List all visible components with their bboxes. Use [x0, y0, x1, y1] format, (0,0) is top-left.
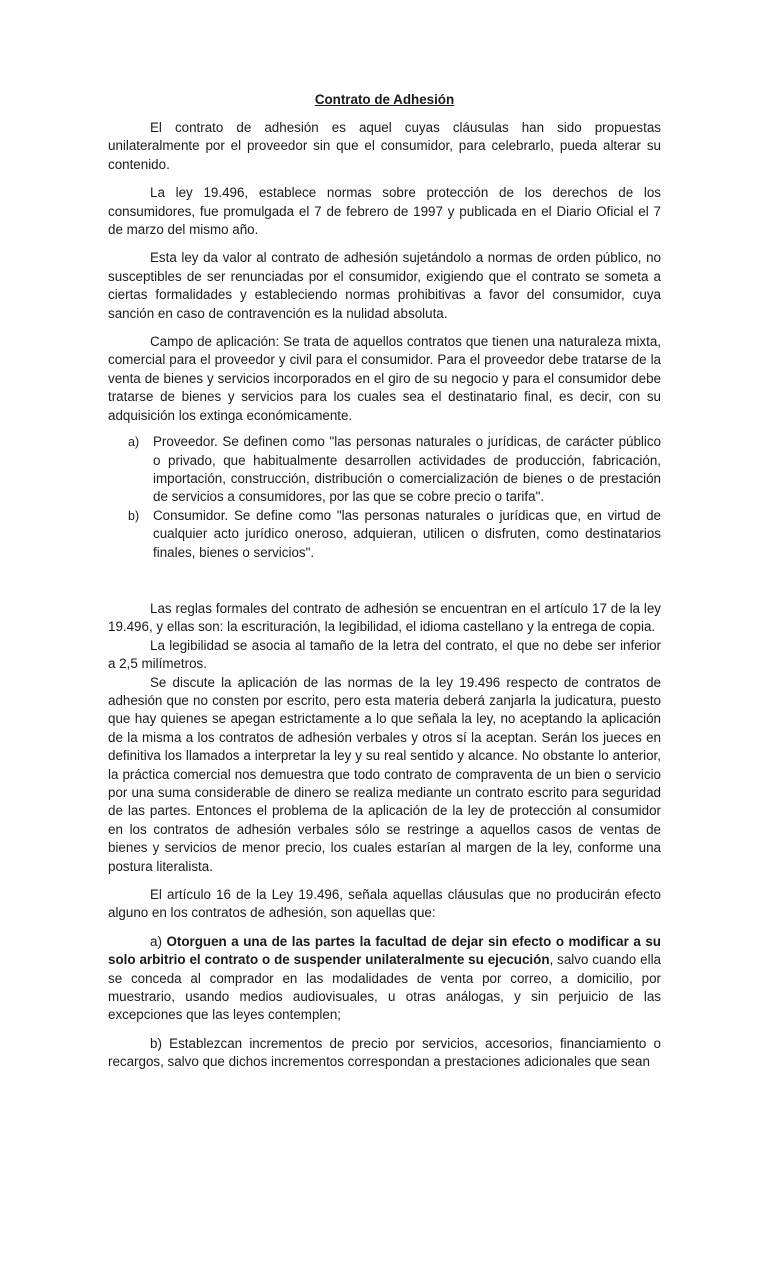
document-title: Contrato de Adhesión	[314, 92, 455, 107]
paragraph-legibility: La legibilidad se asocia al tamaño de la letra del contrato, el que no debe ser inferior a 2,5 milímetros.	[108, 637, 661, 672]
list-item-text: Consumidor. Se define como "las personas naturales o jurídicas que, en virtud de cualquier acto jurídico oneroso, adquieran, utilicen o disfruten, como destinatarios finales, bienes o servicios".	[153, 507, 661, 560]
paragraph-verbal-contracts: Se discute la aplicación de las normas de la ley 19.496 respecto de contratos de adhesión que no consten por escrito, pero esta materia deberá zanjarla la judicatura, puesto que hay quienes se apegan estrictamente a lo que señala la ley, no aceptando la aplicación de la misma a los contratos de adhesión verbales y otros sí la aceptan. Serán los jueces en definitiva los llamados a interpretar la ley y su real sentido y alcance. No obstante lo anterior, la práctica comercial nos demuestra que todo contrato de compraventa de un bien o servicio por una suma considerable de dinero se realiza mediante un contrato escrito para seguridad de las partes. Entonces el problema de la aplicación de la ley de protección al consumidor en los contratos de adhesión verbales sólo se restringe a aquellos casos de ventas de bienes y servicios de menor precio, los cuales estarían al margen de la ley, conforme una postura literalista.	[108, 674, 661, 874]
clause-a-rest: , salvo cuando ella se conceda al comprador en las modalidades de venta por correo, a domicilio, por muestrario, usando medios audiovisuales, u otras análogas, y sin perjuicio de las excepciones que las leyes contemplen;	[108, 952, 661, 1023]
clause-b: b) Establezcan incrementos de precio por servicios, accesorios, financiamiento o recargos, salvo que dichos incrementos correspondan a prestaciones adicionales que sean	[108, 1035, 661, 1070]
clause-a	[108, 933, 661, 1025]
paragraph-public-order: Esta ley da valor al contrato de adhesión sujetándolo a normas de orden público, no susceptibles de ser renunciadas por el consumidor, exigiendo que el contrato se someta a ciertas formalidades y estableciendo normas prohibitivas a favor del consumidor, cuya sanción en caso de contravención es la nulidad absoluta.	[108, 250, 661, 321]
paragraph-scope: Campo de aplicación: Se trata de aquellos contratos que tienen una naturaleza mixta, comercial para el proveedor y civil para el consumidor. Para el proveedor debe tratarse de la venta de bienes y servicios incorporados en el giro de su negocio y para el consumidor debe tratarse de bienes y servicios para los cuales sea el destinatario final, es decir, con su adquisición los extinga económicamente.	[108, 334, 661, 423]
list-marker: b)	[128, 508, 140, 523]
clause-a-prefix: a)	[150, 933, 167, 949]
paragraph-law: La ley 19.496, establece normas sobre protección de los derechos de los consumidores, fue promulgada el 7 de febrero de 1997 y publicada en el Diario Oficial el 7 de marzo del mismo año.	[108, 185, 661, 238]
list-item	[108, 507, 661, 562]
clause-a-bold: Otorguen a una de las partes la facultad de dejar sin efecto o modificar a su solo arbitrio el contrato o de suspender unilateralmente su ejecución	[108, 933, 661, 968]
paragraph-definition: El contrato de adhesión es aquel cuyas cláusulas han sido propuestas unilateralmente por el proveedor sin que el consumidor, para celebrarlo, pueda alterar su contenido.	[108, 120, 661, 172]
definitions-list	[108, 433, 661, 562]
paragraph-article-16: El artículo 16 de la Ley 19.496, señala aquellas cláusulas que no producirán efecto alguno en los contratos de adhesión, son aquellas que:	[108, 887, 661, 921]
list-marker: a)	[128, 435, 140, 450]
list-item-text: Proveedor. Se definen como "las personas naturales o jurídicas, de carácter público o privado, que habitualmente desarrollen actividades de producción, fabricación, importación, construcción, distribución o comercialización de bienes o de prestación de servicios a consumidores, por las que se cobre precio o tarifa".	[153, 434, 661, 505]
paragraph-formal-rules: Las reglas formales del contrato de adhesión se encuentran en el artículo 17 de la ley 19.496, y ellas son: la escrituración, la legibilidad, el idioma castellano y la entrega de copia.	[108, 600, 661, 635]
list-item	[108, 433, 661, 507]
